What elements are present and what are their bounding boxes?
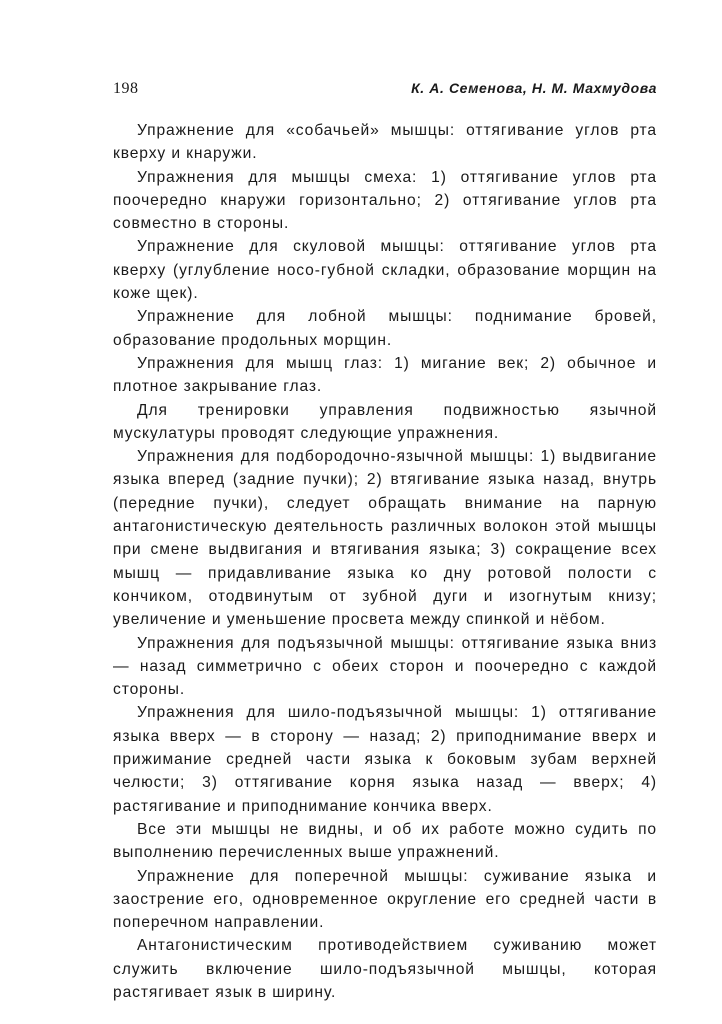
paragraph: Упражнения для мышц глаз: 1) мигание век; 2) обычное и плотное закрывание глаз. bbox=[113, 354, 657, 396]
page-number: 198 bbox=[113, 80, 139, 97]
paragraph: Упражнения для подъязычной мышцы: оттягивание языка вниз — назад симметрично с обеих сторон и поочередно с каждой стороны. bbox=[113, 634, 657, 699]
paragraph: Все эти мышцы не видны, и об их работе можно судить по выполнению перечисленных выше упражнений. bbox=[113, 820, 657, 862]
paragraph: Упражнение для «собачьей» мышцы: оттягивание углов рта кверху и кнаружи. bbox=[113, 122, 657, 163]
paragraph: Упражнение для лобной мышцы: поднимание бровей, образование продольных морщин. bbox=[113, 308, 657, 349]
body-text bbox=[113, 119, 657, 1004]
paragraph: Упражнение для скуловой мышцы: оттягивание углов рта кверху (углубление носо-губной складки, образование морщин на коже щек). bbox=[113, 238, 657, 303]
paragraph: Для тренировки управления подвижностью язычной мускулатуры проводят следующие упражнения. bbox=[113, 401, 657, 442]
running-head-authors: К. А. Семенова, Н. М. Махмудова bbox=[411, 80, 657, 96]
paragraph: Антагонистическим противодействием суживанию может служить включение шило-подъязычной мышцы, которая растягивает язык в ширину. bbox=[113, 937, 657, 1001]
paragraph: Упражнения для мышцы смеха: 1) оттягивание углов рта поочередно кнаружи горизонтально; 2) оттягивание углов рта совместно в стороны. bbox=[113, 168, 657, 233]
paragraph: Упражнения для подбородочно-язычной мышцы: 1) выдвигание языка вперед (задние пучки); 2) втягивание языка назад, внутрь (передние пучки), следует обращать внимание на парную антагонистическую деятельность различных волокон этой мышцы при смене выдвигания и втягивания языка; 3) сокращение всех мышц — придавливание языка ко дну ротовой полости с кончиком, отодвинутым от зубной дуги и изогнутым книзу; увеличение и уменьшение просвета между спинкой и нёбом. bbox=[113, 448, 657, 629]
paragraph: Упражнения для шило-подъязычной мышцы: 1) оттягивание языка вверх — в сторону — назад; 2) приподнимание вверх и прижимание средней части языка к боковым зубам верхней челюсти; 3) оттягивание корня языка назад — вверх; 4) растягивание и приподнимание кончика вверх. bbox=[113, 704, 657, 815]
page-header bbox=[113, 80, 657, 102]
paragraph: Упражнение для поперечной мышцы: суживание языка и заострение его, одновременное округление его средней части в поперечном направлении. bbox=[113, 867, 657, 932]
